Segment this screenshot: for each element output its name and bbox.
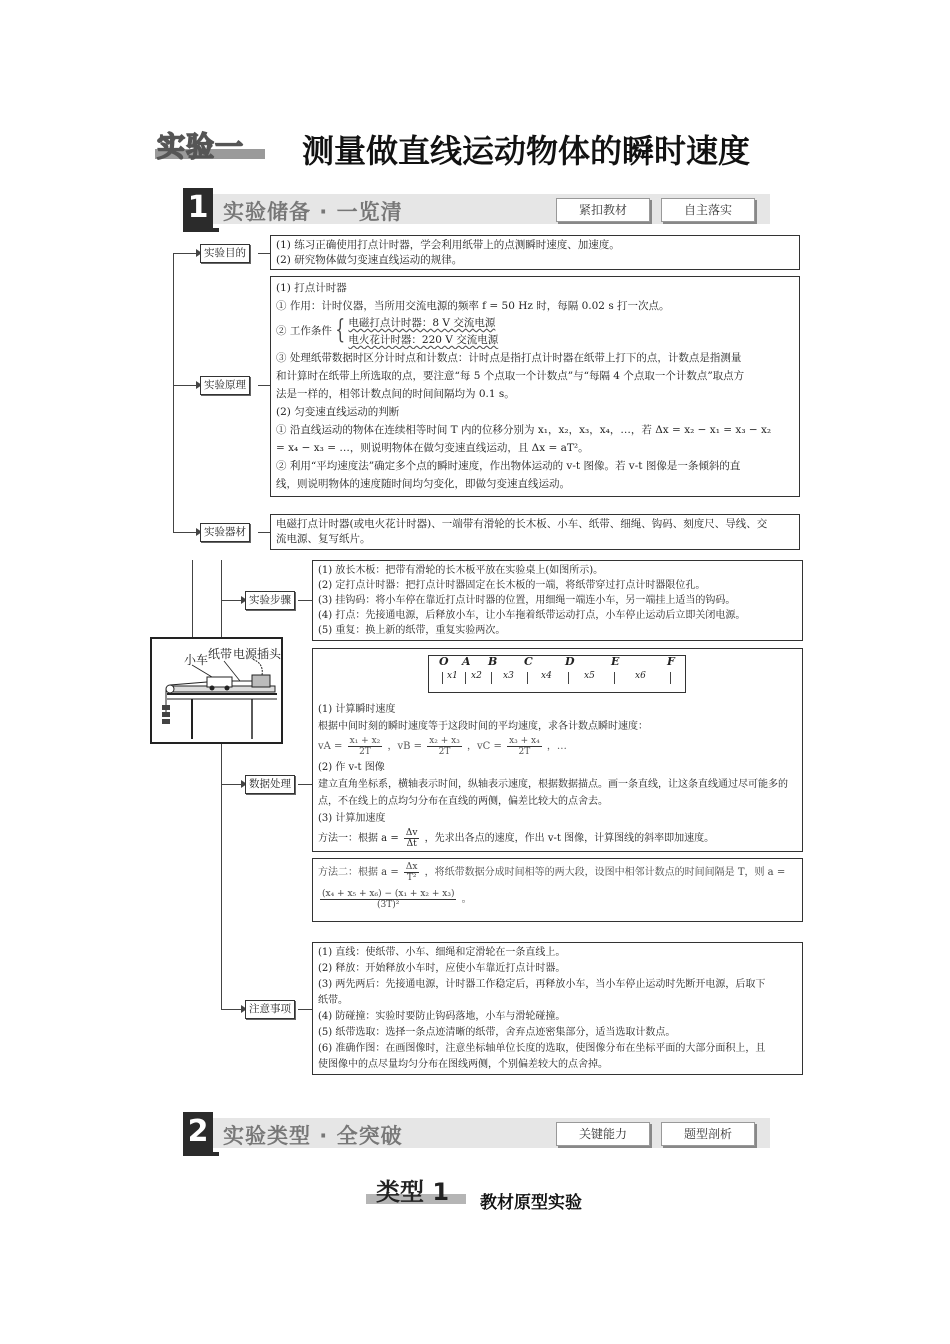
principle-box: [270, 276, 800, 497]
cond-label: ② 工作条件: [276, 325, 332, 337]
tree-trunk-upper: [173, 253, 174, 533]
key-ability-button[interactable]: 关键能力: [556, 1122, 650, 1146]
section-header-1: [183, 188, 770, 228]
method-two-line1: 方法二：根据 a = $\frac{\Delta x}{\text{T²}}$ ，将纸带数据分成时间相等的两大段，设图中相邻计数点的时间间隔是 T，则 a =: [318, 862, 786, 883]
principle-p2-title: (2) 匀变速直线运动的判断: [276, 406, 400, 418]
tape-segment: x1: [447, 671, 458, 681]
m2-big-fraction: $\frac{\text{(x₄ + x₅ + x₆) − (x₁ + x₂ + x₃)}}{\text{(3T)²}}$: [322, 889, 455, 910]
principle-p1-cond: ② 工作条件 { 电磁打点计时器：8 V 交流电源 电火花计时器：220 V 交流电源: [276, 315, 794, 349]
question-analysis-button[interactable]: 题型剖析: [661, 1122, 755, 1146]
method-two-line2: $\frac{\text{(x₄ + x₅ + x₆) − (x₁ + x₂ + x₃)}}{\text{(3T)²}}$ 。: [322, 889, 472, 910]
principle-p2-2a: ② 利用“平均速度法”确定多个点的瞬时速度，作出物体运动的 v-t 图像。若 v-t 图像是一条倾斜的直: [276, 460, 741, 472]
principle-p1-3a: ③ 处理纸带数据时区分计时点和计数点：计时点是指打点计时器在纸带上打下的点，计数点是指测量: [276, 352, 742, 364]
method-one: 方法一：根据 a = $\frac{\Delta v}{\Delta t}$ ，先求出各点的速度，作出 v-t 图像，计算图线的斜率即加速度。: [318, 828, 715, 849]
figure-label-plug: 电源插头: [233, 647, 282, 661]
tree-trunk-lower: [221, 560, 222, 1010]
purpose-box: [270, 235, 800, 270]
note-item: (6) 准确作图：在画图像时，注意坐标轴单位长度的选取，使图像分布在坐标平面的大部分面积上，且: [318, 1043, 766, 1054]
label-principle: 实验原理: [200, 376, 250, 395]
method-two-box: [312, 858, 803, 922]
page-title: 测量做直线运动物体的瞬时速度: [302, 132, 751, 170]
m2-fraction: $\frac{\Delta x}{\text{T²}}$: [405, 862, 418, 883]
apparatus-figure: [150, 637, 283, 744]
data-d2-title: (2) 作 v-t 图像: [318, 762, 385, 773]
figure-label-car: 小车: [184, 653, 209, 667]
steps-box: [312, 560, 803, 641]
principle-p1-title: (1) 打点计时器: [276, 282, 347, 294]
label-purpose: 实验目的: [200, 244, 250, 263]
tape-segment: x5: [584, 671, 595, 681]
data-d2-b: 点，不在线上的点均匀分布在直线的两侧，偏差比较大的点舍去。: [318, 796, 608, 807]
tape-segment: x3: [503, 671, 514, 681]
note-item: 纸带。: [318, 995, 348, 1006]
equipment-box: [270, 514, 800, 550]
type-name: 教材原型实验: [480, 1193, 582, 1213]
note-item: 使图像中的点尽量均匀分布在图线两侧，个别偏差较大的点舍掉。: [318, 1059, 608, 1070]
data-d2-a: 建立直角坐标系，横轴表示时间，纵轴表示速度，根据数据描点。画一条直线，让这条直线通过尽可能多的: [318, 779, 788, 790]
purpose-line: (1) 练习正确使用打点计时器，学会利用纸带上的点测瞬时速度、加速度。: [276, 239, 620, 251]
step-item: (4) 打点：先接通电源，后释放小车，让小车拖着纸带运动打点，小车停止运动后立即关闭电源。: [318, 610, 746, 621]
note-item: (2) 释放：开始释放小车时，应使小车靠近打点计时器。: [318, 963, 566, 974]
cond-b: 电火花计时器：220 V 交流电源: [348, 334, 499, 346]
experiment-tag: [155, 125, 265, 163]
step-item: (5) 重复：换上新的纸带，重复实验两次。: [318, 625, 506, 636]
principle-p1-func: ① 作用：计时仪器，当所用交流电源的频率 f = 50 Hz 时，每隔 0.02 s 打一次点。: [276, 300, 670, 312]
section-number-2: 2: [183, 1112, 213, 1152]
section-number-1: 1: [183, 188, 213, 228]
type-tag-text: 类型 1: [376, 1178, 450, 1206]
velocity-formulas: vA = $\frac{\text{x₁ + x₂}}{2T}$ ，vB = $\frac{\text{x₂ + x₃}}{2T}$ ，vC = $\frac{\text{x₃ + x₄}}{2T}$ ，…: [318, 736, 567, 757]
notes-box: [312, 942, 803, 1075]
self-study-button[interactable]: 自主落实: [661, 198, 755, 222]
data-d3-title: (3) 计算加速度: [318, 813, 386, 824]
tape-point: A: [462, 655, 471, 668]
step-item: (1) 放长木板：把带有滑轮的长木板平放在实验桌上(如图所示)。: [318, 565, 604, 576]
tape-point: E: [611, 655, 620, 668]
tape-segment: x2: [471, 671, 482, 681]
note-item: (5) 纸带选取：选择一条点迹清晰的纸带，舍弃点迹密集部分，适当选取计数点。: [318, 1027, 676, 1038]
label-data: 数据处理: [245, 775, 295, 794]
tape-point: D: [565, 655, 575, 668]
tape-point: B: [488, 655, 498, 668]
experiment-tag-text: 实验一: [157, 130, 245, 163]
vB-fraction: $\frac{\text{x₂ + x₃}}{2T}$: [429, 736, 460, 757]
principle-p2-2b: 线，则说明物体的速度随时间均匀变化，即做匀变速直线运动。: [276, 478, 570, 490]
principle-p2-1a: ① 沿直线运动的物体在连续相等时间 T 内的位移分别为 x₁，x₂，x₃，x₄，…，若 Δx = x₂ − x₁ = x₃ − x₂: [276, 424, 772, 436]
principle-p2-1b: = x₄ − x₃ = …，则说明物体在做匀变速直线运动，且 Δx = aT²。: [276, 442, 589, 454]
note-item: (1) 直线：使纸带、小车、细绳和定滑轮在一条直线上。: [318, 947, 566, 958]
section-title-2: 实验类型 · 全突破: [223, 1124, 403, 1148]
data-d1-title: (1) 计算瞬时速度: [318, 704, 396, 715]
tape-segment: x6: [635, 671, 646, 681]
equipment-line: 电磁打点计时器(或电火花计时器)、一端带有滑轮的长木板、小车、纸带、细绳、钩码、刻度尺、导线、交: [276, 518, 768, 530]
vC-fraction: $\frac{\text{x₃ + x₄}}{2T}$: [509, 736, 540, 757]
tape-point: O: [439, 655, 449, 668]
purpose-line: (2) 研究物体做匀变速直线运动的规律。: [276, 254, 463, 266]
label-equipment: 实验器材: [200, 523, 250, 542]
equipment-line: 流电源、复写纸片。: [276, 533, 371, 545]
m1-fraction: $\frac{\Delta v}{\Delta t}$: [405, 828, 418, 849]
data-d1-text: 根据中间时刻的瞬时速度等于这段时间的平均速度，求各计数点瞬时速度：: [318, 721, 648, 732]
principle-p1-3b: 和计算时在纸带上所选取的点，要注意“每 5 个点取一个计数点”与“每隔 4 个点取一个计数点”取点方: [276, 370, 745, 382]
figure-label-tape: 纸带: [208, 647, 233, 661]
textbook-button[interactable]: 紧扣教材: [556, 198, 650, 222]
tape-point: C: [524, 655, 533, 668]
note-item: (3) 两先两后：先接通电源，计时器工作稳定后，再释放小车，当小车停止运动时先断开电源，后取下: [318, 979, 766, 990]
label-steps: 实验步骤: [245, 591, 295, 610]
type-tag: [366, 1172, 466, 1204]
cond-a: 电磁打点计时器：8 V 交流电源: [348, 317, 496, 329]
tape-point: F: [667, 655, 675, 668]
principle-p1-3c: 法是一样的，相邻计数点间的时间间隔均为 0.1 s。: [276, 388, 515, 400]
step-item: (3) 挂钩码：将小车停在靠近打点计时器的位置，用细绳一端连小车，另一端挂上适当的钩码。: [318, 595, 736, 606]
paper-tape: [428, 655, 686, 693]
tape-segment: x4: [541, 671, 552, 681]
step-item: (2) 定打点计时器：把打点计时器固定在长木板的一端，将纸带穿过打点计时器限位孔。: [318, 580, 706, 591]
label-notes: 注意事项: [245, 1000, 295, 1019]
section-title-1: 实验储备 · 一览清: [223, 200, 403, 224]
vA-fraction: $\frac{\text{x₁ + x₂}}{2T}$: [349, 736, 381, 757]
section-header-2: [183, 1112, 770, 1152]
note-item: (4) 防碰撞：实验时要防止钩码落地，小车与滑轮碰撞。: [318, 1011, 566, 1022]
